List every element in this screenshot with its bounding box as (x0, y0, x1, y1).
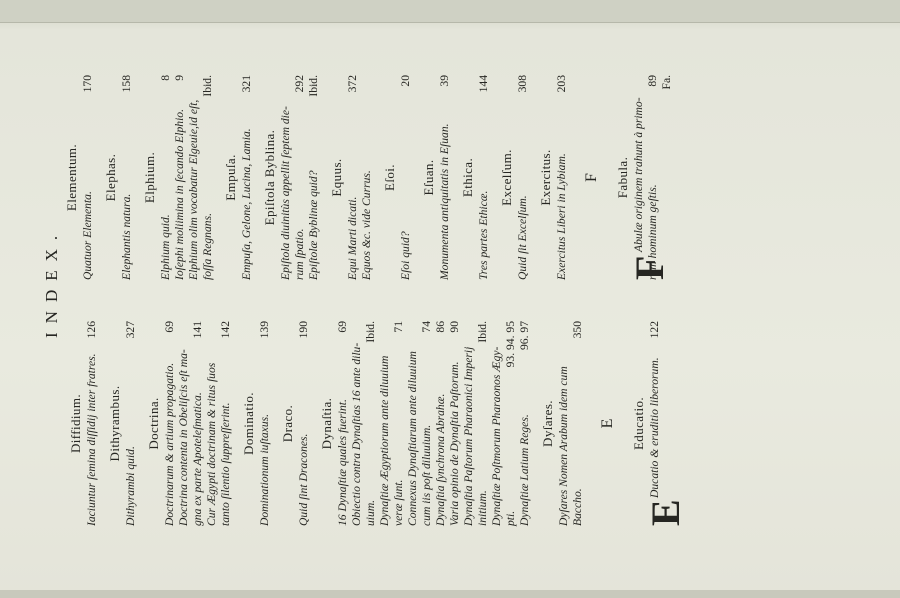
index-entry: foſſa Regnans. (201, 213, 214, 280)
page-number: 170 (81, 75, 94, 93)
index-entry: Elphium olim vocabatur Elgeuie,id eſt, (187, 99, 200, 280)
index-heading: Diffidium. (68, 394, 83, 454)
page-number: 203 (555, 75, 568, 93)
index-entry: Doctrina contenta in Obeliſcis eſt ma- (177, 349, 190, 526)
index-heading: Draco. (280, 404, 295, 443)
index-entry: Dynaſtia Paſtorum Pharaonici Imperij (462, 346, 475, 526)
index-entry: Empuſa, Gelone, Lucina, Lamia. (240, 128, 253, 280)
index-entry: Quid ſint Dracones. (297, 433, 310, 526)
index-entry: Epiſtolæ Byblinæ quid? (307, 170, 320, 280)
index-entry: Dithyrambi quid. (124, 446, 137, 526)
page-number: 292 (293, 75, 306, 93)
page-number: 126 (85, 321, 98, 339)
index-entry: Iaciuntur ſemina diſſidij inter fratres. (85, 353, 98, 526)
index-heading: Empuſa. (223, 154, 238, 201)
drop-capital: F (627, 255, 672, 280)
page-title: INDEX. (42, 226, 61, 338)
page-number: 86 (434, 321, 447, 333)
page-number: 96. 97 (518, 321, 531, 350)
index-entry: Dynaſtiæ Poſtmorum Pharaonos Ægy- (490, 346, 503, 526)
index-entry: Dynaſtiæ Ægyptiorum ante diluuium (378, 355, 391, 526)
index-heading: Ethica. (460, 157, 475, 198)
page-number: 321 (240, 75, 253, 93)
index-entry: Quid ſit Excelſum. (516, 195, 529, 280)
index-entry: Abulæ originem trahunt à primo- (632, 97, 645, 252)
index-entry: Equos &c. vide Currus. (360, 170, 373, 280)
page-number: 8 (159, 75, 172, 81)
index-heading: Epiſtola Byblina. (262, 129, 277, 226)
index-entry: Epiſtola diuinitùs appellit ſeptem die- (279, 106, 292, 280)
index-entry: Eſoi quid? (399, 231, 412, 280)
index-entry: Elphium quid. (159, 214, 172, 280)
page-number: 69 (336, 321, 349, 333)
page-number: 89 (646, 75, 659, 87)
page-number: Ibid. (307, 75, 320, 97)
index-entry: Ioſephi moliimina in ſecando Elphio. (173, 109, 186, 280)
index-entry: Dynaſtia ſynchrona Abrahæ. (434, 393, 447, 526)
page-number: 308 (516, 75, 529, 93)
index-entry: tanto ſilentio ſuppreſſerint. (219, 402, 232, 526)
index-entry: initium. (476, 490, 489, 526)
index-entry: Baccho. (571, 488, 584, 526)
index-entry: Dominationum iuſtaxus. (258, 413, 271, 526)
index-entry: Varia opinio de Dynaſtia Paſtorum. (448, 361, 461, 526)
index-heading: Eſuan. (421, 159, 436, 196)
page-number: 372 (346, 75, 359, 93)
index-entry: Obiectio contra Dynaſtias 16 ante dilu- (350, 342, 363, 526)
index-heading: Dominatio. (241, 392, 256, 455)
index-entry: gna ex parte Apoteleſmatica. (191, 392, 204, 526)
index-heading: Elementum. (64, 143, 79, 212)
index-entry: Monumenta antiquitatis in Eſuan. (438, 123, 451, 280)
index-entry: Dynaſtiæ Latium Reges. (518, 414, 531, 526)
index-entry: Doctrinarum & artium propagatio. (163, 362, 176, 526)
index-entry: Tres partes Ethicæ. (477, 190, 490, 280)
index-entry: Equi Marti dicati. (346, 196, 359, 280)
index-entry: 16 Dynaſtiæ quales fuerint. (336, 399, 349, 526)
index-heading: Dithyrambus. (107, 385, 122, 462)
page-number: 142 (219, 321, 232, 339)
index-entry: Cur Ægypti doctrinam & ritus ſuos (205, 362, 218, 526)
page-number: 39 (438, 75, 451, 87)
index-entry: rum ſpatio. (293, 228, 306, 280)
index-heading: Excelſum. (499, 149, 514, 206)
page-number: 20 (399, 75, 412, 87)
index-entry: cum iis poſt diluuium. (420, 424, 433, 526)
page-number: Ibid. (201, 75, 214, 97)
index-entry: Connexus Dynaſtiarum ante diluuium (406, 351, 419, 526)
index-heading: Dyſares. (540, 400, 555, 447)
page-number: 350 (571, 321, 584, 339)
index-entry: veræ ſunt. (392, 479, 405, 526)
index-heading: Elphium. (142, 151, 157, 204)
index-heading: Doctrina. (146, 397, 161, 450)
page-number: 90 (448, 321, 461, 333)
page-number: 327 (124, 321, 137, 339)
index-heading: Dynaſtia. (319, 397, 334, 450)
page-number: Ibid. (364, 321, 377, 343)
index-entry: Elephantis natura. (120, 193, 133, 280)
index-heading: Exercitus. (538, 149, 553, 206)
index-entry: rum hominum geſtis. (646, 184, 659, 280)
page-number: Fa. (660, 75, 673, 90)
index-entry: uium. (364, 499, 377, 526)
index-heading: Educatio. (631, 396, 646, 451)
page-number: 93. 94. 95 (504, 321, 517, 368)
index-heading: Elephas. (103, 153, 118, 202)
index-heading: Fabula. (615, 156, 630, 199)
page-number: 141 (191, 321, 204, 339)
index-entry: Ducatio & eruditio liberorum. (648, 357, 661, 498)
index-entry: pti. (504, 510, 517, 526)
page-number: 158 (120, 75, 133, 93)
index-entry: Quatuor Elementa. (81, 191, 94, 280)
index-entry: Dyſares Nomen Arabum idem cum (557, 366, 570, 526)
section-letter: F (583, 173, 600, 182)
index-entry: Exercitus Liberi in Lybiam. (555, 153, 568, 280)
page-number: 190 (297, 321, 310, 339)
page-number: 9 (173, 75, 186, 81)
page-number: 144 (477, 75, 490, 93)
page-number: 69 (163, 321, 176, 333)
index-heading: Equus. (329, 158, 344, 197)
page-number: Ibid. (476, 321, 489, 343)
section-letter: E (599, 418, 616, 429)
page-number: 71 (392, 321, 405, 333)
drop-capital: E (643, 499, 688, 526)
page-number: 74 (420, 321, 433, 333)
page-number: 139 (258, 321, 271, 339)
index-heading: Eſoi. (382, 164, 397, 191)
page-number: 122 (648, 321, 661, 339)
